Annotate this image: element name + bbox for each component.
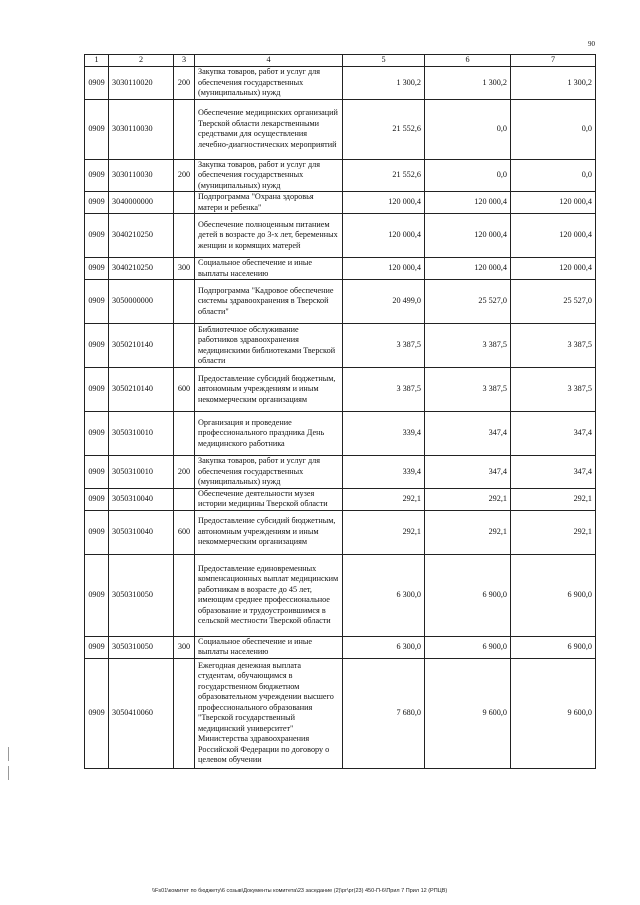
expense-type-cell <box>174 280 195 324</box>
table-row <box>85 280 596 324</box>
section-code-cell: 0909 <box>85 510 109 554</box>
target-article-cell: 3040210250 <box>109 214 174 258</box>
expense-type-cell: 200 <box>174 67 195 100</box>
amount-year2-cell: 3 387,5 <box>425 368 511 412</box>
amount-year1-cell: 120 000,4 <box>343 214 425 258</box>
section-code-cell: 0909 <box>85 488 109 510</box>
amount-year2-cell: 292,1 <box>425 488 511 510</box>
amount-year3-cell: 292,1 <box>511 488 596 510</box>
table-row <box>85 67 596 100</box>
description-cell: Обеспечение деятельности музея истории медицины Тверской области <box>195 488 343 510</box>
section-code-cell: 0909 <box>85 658 109 768</box>
target-article-cell: 3030110020 <box>109 67 174 100</box>
amount-year1-cell: 6 300,0 <box>343 554 425 636</box>
amount-year3-cell: 0,0 <box>511 99 596 159</box>
amount-year1-cell: 6 300,0 <box>343 636 425 658</box>
expense-type-cell <box>174 192 195 214</box>
description-cell: Предоставление субсидий бюджетным, автономным учреждениям и иным некоммерческим организациям <box>195 368 343 412</box>
expense-type-cell: 600 <box>174 510 195 554</box>
section-code-cell: 0909 <box>85 214 109 258</box>
description-cell: Ежегодная денежная выплата студентам, обучающимся в государственном бюджетном образовательном учреждении высшего профессионального образования "Тверской государственный медицинский университет" Министерства здравоохранения Российской Федерации по договору о целевом обучении <box>195 658 343 768</box>
description-cell: Закупка товаров, работ и услуг для обеспечения государственных (муниципальных) нужд <box>195 159 343 192</box>
amount-year1-cell: 292,1 <box>343 510 425 554</box>
amount-year2-cell: 120 000,4 <box>425 192 511 214</box>
target-article-cell: 3050310050 <box>109 554 174 636</box>
target-article-cell: 3050310010 <box>109 412 174 456</box>
amount-year3-cell: 3 387,5 <box>511 324 596 368</box>
table-row <box>85 488 596 510</box>
table-row <box>85 658 596 768</box>
amount-year1-cell: 21 552,6 <box>343 159 425 192</box>
amount-year1-cell: 7 680,0 <box>343 658 425 768</box>
header-col-6: 6 <box>425 55 511 67</box>
target-article-cell: 3050210140 <box>109 324 174 368</box>
description-cell: Подпрограмма "Кадровое обеспечение системы здравоохранения в Тверской области" <box>195 280 343 324</box>
target-article-cell: 3030110030 <box>109 159 174 192</box>
section-code-cell: 0909 <box>85 554 109 636</box>
amount-year2-cell: 6 900,0 <box>425 636 511 658</box>
table-row <box>85 192 596 214</box>
amount-year1-cell: 339,4 <box>343 412 425 456</box>
target-article-cell: 3040210250 <box>109 258 174 280</box>
amount-year3-cell: 6 900,0 <box>511 554 596 636</box>
amount-year2-cell: 0,0 <box>425 159 511 192</box>
amount-year2-cell: 3 387,5 <box>425 324 511 368</box>
amount-year2-cell: 1 300,2 <box>425 67 511 100</box>
description-cell: Обеспечение полноценным питанием детей в возрасте до 3-х лет, беременных женщин и кормящих матерей <box>195 214 343 258</box>
amount-year3-cell: 292,1 <box>511 510 596 554</box>
table-row <box>85 636 596 658</box>
header-col-4: 4 <box>195 55 343 67</box>
scan-margin-mark <box>8 766 9 780</box>
table-row <box>85 554 596 636</box>
amount-year3-cell: 347,4 <box>511 456 596 489</box>
amount-year3-cell: 9 600,0 <box>511 658 596 768</box>
expense-type-cell: 600 <box>174 368 195 412</box>
section-code-cell: 0909 <box>85 99 109 159</box>
amount-year2-cell: 120 000,4 <box>425 258 511 280</box>
description-cell: Социальное обеспечение и иные выплаты населению <box>195 636 343 658</box>
target-article-cell: 3050210140 <box>109 368 174 412</box>
table-row <box>85 368 596 412</box>
amount-year1-cell: 292,1 <box>343 488 425 510</box>
expense-type-cell <box>174 99 195 159</box>
table-row <box>85 510 596 554</box>
amount-year3-cell: 3 387,5 <box>511 368 596 412</box>
table-row <box>85 99 596 159</box>
target-article-cell: 3050310010 <box>109 456 174 489</box>
table-row <box>85 214 596 258</box>
header-col-2: 2 <box>109 55 174 67</box>
target-article-cell: 3040000000 <box>109 192 174 214</box>
section-code-cell: 0909 <box>85 280 109 324</box>
section-code-cell: 0909 <box>85 67 109 100</box>
target-article-cell: 3030110030 <box>109 99 174 159</box>
amount-year2-cell: 0,0 <box>425 99 511 159</box>
target-article-cell: 3050410060 <box>109 658 174 768</box>
expense-type-cell: 200 <box>174 159 195 192</box>
section-code-cell: 0909 <box>85 456 109 489</box>
amount-year2-cell: 347,4 <box>425 412 511 456</box>
amount-year2-cell: 292,1 <box>425 510 511 554</box>
amount-year1-cell: 21 552,6 <box>343 99 425 159</box>
header-col-7: 7 <box>511 55 596 67</box>
amount-year3-cell: 6 900,0 <box>511 636 596 658</box>
target-article-cell: 3050310040 <box>109 510 174 554</box>
description-cell: Библиотечное обслуживание работников здравоохранения медицинскими библиотеками Тверской области <box>195 324 343 368</box>
file-path-footer: \\Fs01\комитет по бюджету\6 созыв\Документы комитета\23 заседание (2)\рг\рг(23) 450-П-6\Прил 7 Прил 12 (РПЦВ) <box>152 888 448 894</box>
target-article-cell: 3050310040 <box>109 488 174 510</box>
amount-year1-cell: 20 499,0 <box>343 280 425 324</box>
section-code-cell: 0909 <box>85 368 109 412</box>
table-header-row <box>85 55 596 67</box>
expense-type-cell <box>174 214 195 258</box>
section-code-cell: 0909 <box>85 324 109 368</box>
description-cell: Социальное обеспечение и иные выплаты населению <box>195 258 343 280</box>
expense-type-cell <box>174 324 195 368</box>
expense-type-cell: 200 <box>174 456 195 489</box>
expense-type-cell <box>174 412 195 456</box>
amount-year3-cell: 120 000,4 <box>511 192 596 214</box>
amount-year1-cell: 1 300,2 <box>343 67 425 100</box>
expense-type-cell <box>174 488 195 510</box>
header-col-1: 1 <box>85 55 109 67</box>
budget-table <box>84 54 596 769</box>
amount-year1-cell: 339,4 <box>343 456 425 489</box>
expense-type-cell: 300 <box>174 636 195 658</box>
section-code-cell: 0909 <box>85 636 109 658</box>
amount-year2-cell: 9 600,0 <box>425 658 511 768</box>
target-article-cell: 3050000000 <box>109 280 174 324</box>
amount-year1-cell: 120 000,4 <box>343 258 425 280</box>
expense-type-cell: 300 <box>174 258 195 280</box>
section-code-cell: 0909 <box>85 258 109 280</box>
section-code-cell: 0909 <box>85 412 109 456</box>
description-cell: Закупка товаров, работ и услуг для обеспечения государственных (муниципальных) нужд <box>195 67 343 100</box>
section-code-cell: 0909 <box>85 192 109 214</box>
description-cell: Подпрограмма "Охрана здоровья матери и ребенка" <box>195 192 343 214</box>
description-cell: Закупка товаров, работ и услуг для обеспечения государственных (муниципальных) нужд <box>195 456 343 489</box>
amount-year1-cell: 3 387,5 <box>343 324 425 368</box>
description-cell: Предоставление единовременных компенсационных выплат медицинским работникам в возрасте до 45 лет, имеющим среднее профессиональное образование и трудоустроившимся в сельской местности Тверской области <box>195 554 343 636</box>
table-row <box>85 456 596 489</box>
section-code-cell: 0909 <box>85 159 109 192</box>
description-cell: Организация и проведение профессионального праздника День медицинского работника <box>195 412 343 456</box>
description-cell: Предоставление субсидий бюджетным, автономным учреждениям и иным некоммерческим организациям <box>195 510 343 554</box>
target-article-cell: 3050310050 <box>109 636 174 658</box>
amount-year2-cell: 6 900,0 <box>425 554 511 636</box>
amount-year3-cell: 120 000,4 <box>511 214 596 258</box>
description-cell: Обеспечение медицинских организаций Тверской области лекарственными средствами для осуществления лечебно-диагностических мероприятий <box>195 99 343 159</box>
amount-year2-cell: 347,4 <box>425 456 511 489</box>
page-number: 90 <box>588 40 595 48</box>
amount-year1-cell: 120 000,4 <box>343 192 425 214</box>
table-row <box>85 258 596 280</box>
amount-year2-cell: 120 000,4 <box>425 214 511 258</box>
table-row <box>85 324 596 368</box>
amount-year3-cell: 1 300,2 <box>511 67 596 100</box>
amount-year2-cell: 25 527,0 <box>425 280 511 324</box>
amount-year3-cell: 25 527,0 <box>511 280 596 324</box>
scan-margin-mark <box>8 747 9 761</box>
header-col-3: 3 <box>174 55 195 67</box>
expense-type-cell <box>174 658 195 768</box>
table-row <box>85 159 596 192</box>
header-col-5: 5 <box>343 55 425 67</box>
expense-type-cell <box>174 554 195 636</box>
amount-year3-cell: 347,4 <box>511 412 596 456</box>
table-row <box>85 412 596 456</box>
amount-year3-cell: 120 000,4 <box>511 258 596 280</box>
amount-year1-cell: 3 387,5 <box>343 368 425 412</box>
amount-year3-cell: 0,0 <box>511 159 596 192</box>
